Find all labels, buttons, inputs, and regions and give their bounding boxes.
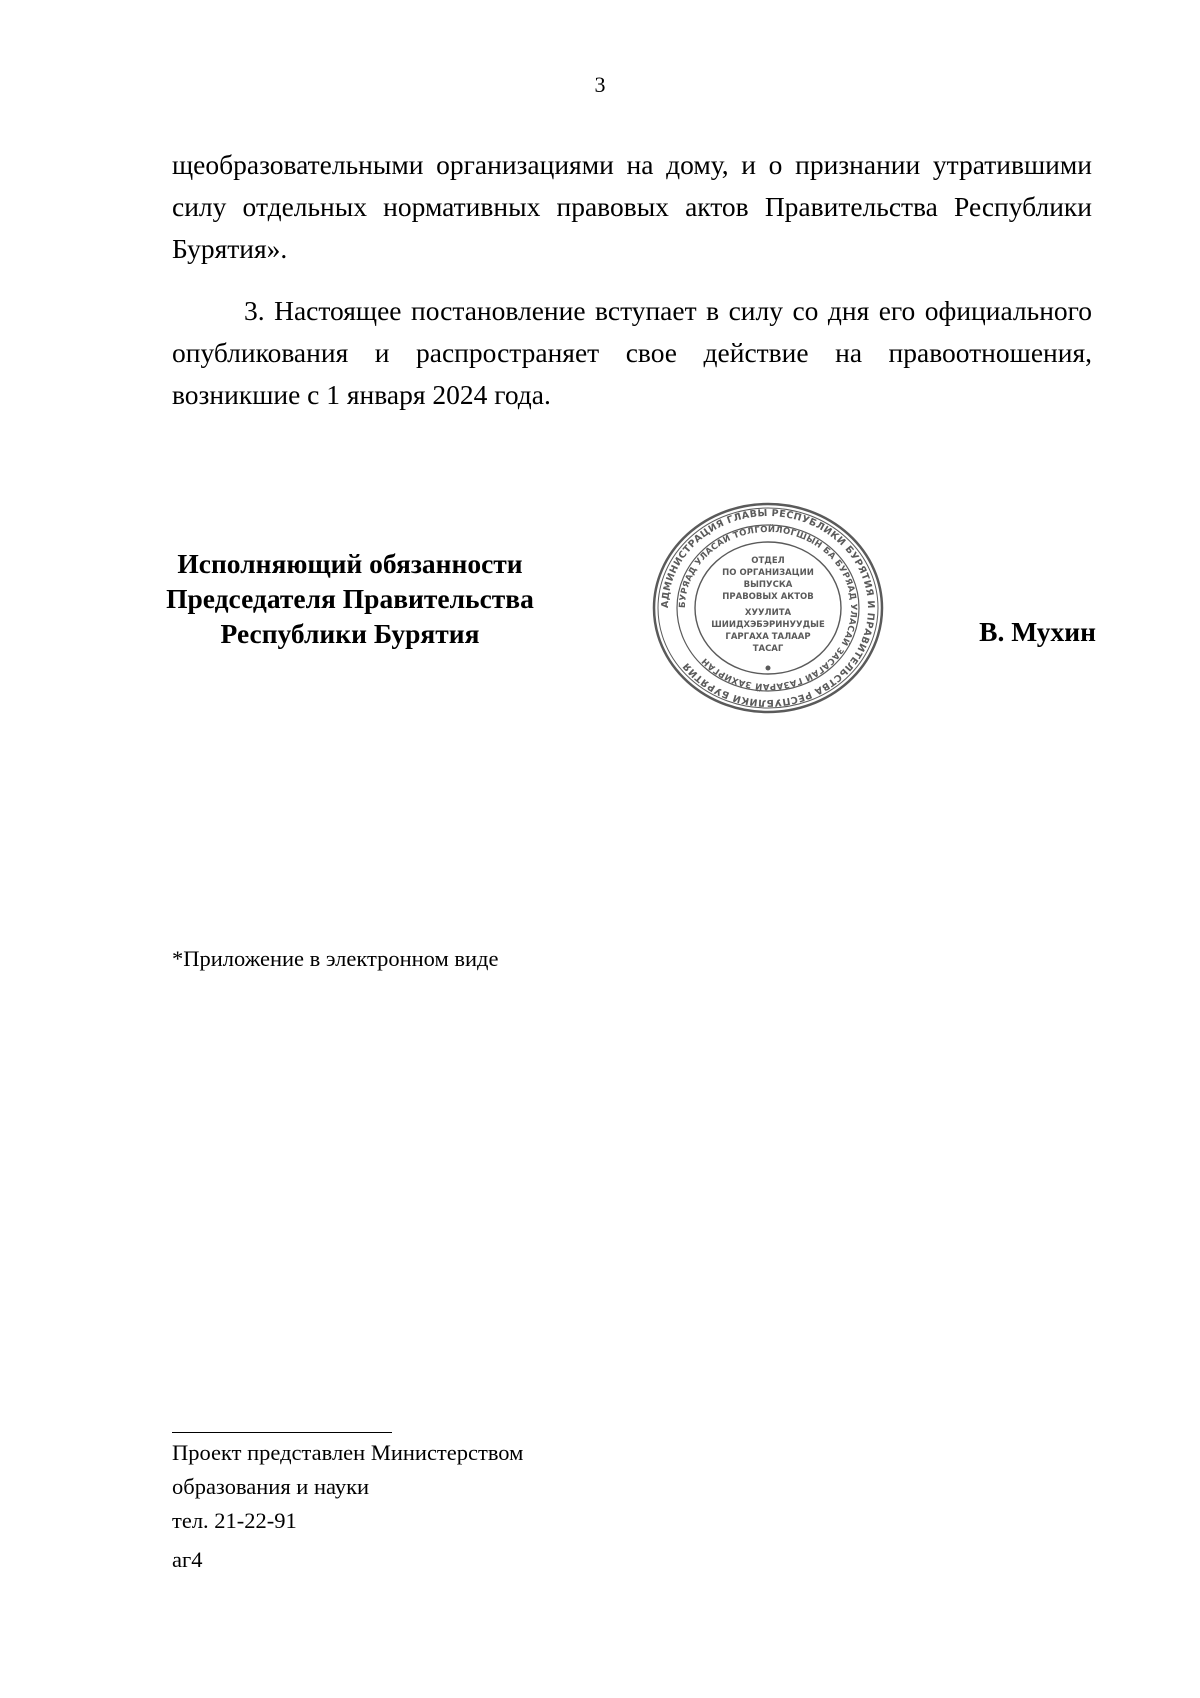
seal-center-line: ГАРГАХА ТАЛААР bbox=[725, 632, 811, 642]
page-number: 3 bbox=[594, 72, 606, 97]
footnote bbox=[172, 1436, 523, 1538]
footnote-divider bbox=[172, 1432, 392, 1433]
seal-inner-ring-text: БУРЯАД УЛАСАЙ ТОЛГОЙЛОГШЫН БА БУРЯАД УЛАСАЙ ЗАСАГАЙ ГАЗАРАЙ ЗАХИРГАН bbox=[677, 524, 859, 692]
signer-name: В. Мухин bbox=[979, 616, 1096, 647]
footnote-line-2: образования и науки bbox=[172, 1474, 370, 1499]
seal-center-line: ВЫПУСКА bbox=[743, 580, 793, 590]
body-paragraph-1: щеобразовательными организациями на дому, и о признании утратившими силу отдельных нормативных правовых актов Правительства Республики Бурятия». bbox=[172, 149, 1092, 264]
signatory-title bbox=[150, 546, 550, 651]
seal-center-text bbox=[711, 556, 825, 654]
seal-center-line: ХУУЛИТА bbox=[744, 608, 792, 618]
seal-dot bbox=[766, 666, 771, 671]
body-paragraph-2: 3. Настоящее постановление вступает в силу со дня его официального опубликования и распространяет свое действие на правоотношения, возникшие с 1 января 2024 года. bbox=[172, 295, 1092, 410]
footnote-phone: тел. 21-22-91 bbox=[172, 1508, 297, 1533]
seal-center-line: ПРАВОВЫХ АКТОВ bbox=[722, 592, 814, 602]
seal-center-line: ОТДЕЛ bbox=[751, 556, 785, 566]
seal-center-line: ТАСАГ bbox=[752, 644, 784, 654]
seal-center-line: ШИИДХЭБЭРИНУУДЫЕ bbox=[711, 620, 825, 630]
seal-center-line: ПО ОРГАНИЗАЦИИ bbox=[722, 568, 814, 578]
official-seal bbox=[650, 500, 886, 716]
seal-outer-ring-text: АДМИНИСТРАЦИЯ ГЛАВЫ РЕСПУБЛИКИ БУРЯТИЯ И ПРАВИТЕЛЬСТВА РЕСПУБЛИКИ БУРЯТИЯ bbox=[659, 507, 877, 709]
appendix-note: *Приложение в электронном виде bbox=[172, 946, 499, 971]
footnote-line-1: Проект представлен Министерством bbox=[172, 1440, 524, 1465]
signatory-title-line-2: Председателя Правительства bbox=[166, 583, 534, 614]
signatory-title-line-3: Республики Бурятия bbox=[220, 618, 480, 649]
author-code: аг4 bbox=[172, 1547, 203, 1572]
signatory-title-line-1: Исполняющий обязанности bbox=[177, 548, 523, 579]
